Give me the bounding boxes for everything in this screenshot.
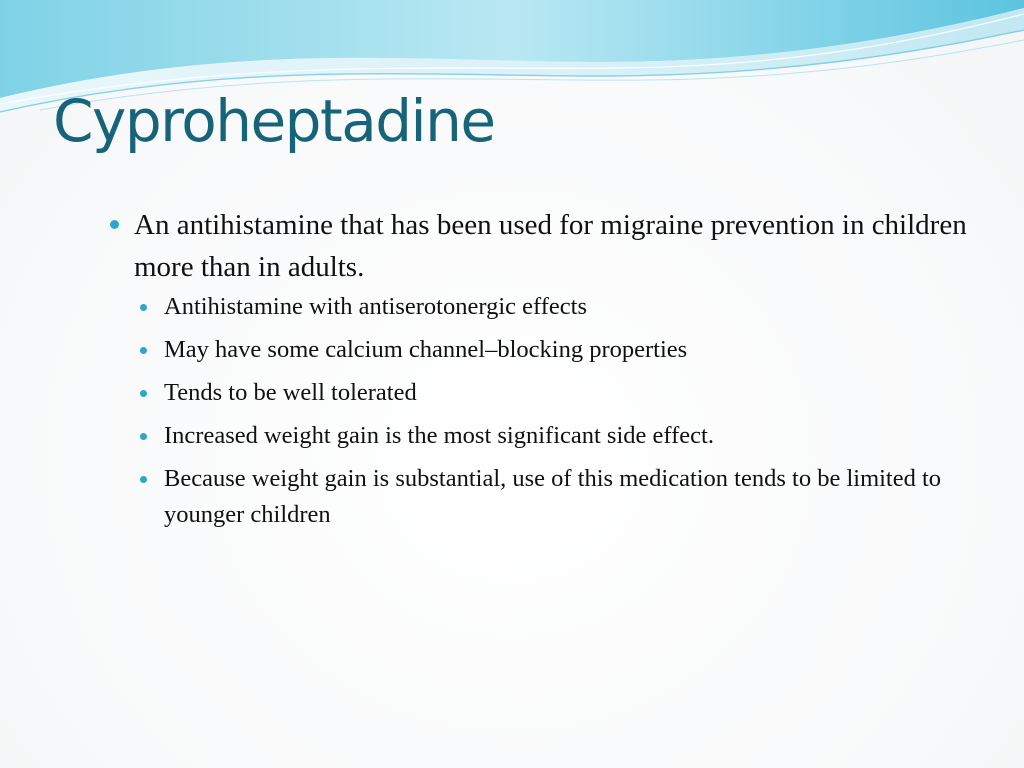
sub-bullet-list xyxy=(106,289,986,533)
sub-bullet-item xyxy=(106,418,986,454)
sub-bullet-item xyxy=(106,461,986,533)
bullet-text: An antihistamine that has been used for migraine prevention in children more than in adults. xyxy=(134,209,967,283)
sub-bullet-text: Antihistamine with antiserotonergic effects xyxy=(164,293,587,320)
sub-bullet-item xyxy=(106,375,986,411)
bullet-dot-icon xyxy=(110,220,119,229)
sub-bullet-text: Tends to be well tolerated xyxy=(164,379,417,406)
sub-bullet-dot-icon xyxy=(140,390,147,397)
slide-body xyxy=(106,204,986,540)
sub-bullet-dot-icon xyxy=(140,476,147,483)
sub-bullet-item xyxy=(106,332,986,368)
sub-bullet-dot-icon xyxy=(140,433,147,440)
sub-bullet-text: Increased weight gain is the most significant side effect. xyxy=(164,422,714,449)
sub-bullet-text: May have some calcium channel–blocking properties xyxy=(164,336,688,363)
bullet-item xyxy=(106,204,986,288)
sub-bullet-text: Because weight gain is substantial, use of this medication tends to be limited to younger children xyxy=(164,465,942,528)
sub-bullet-dot-icon xyxy=(140,347,147,354)
sub-bullet-dot-icon xyxy=(140,304,147,311)
sub-bullet-item xyxy=(106,289,986,325)
slide-title: Cyproheptadine xyxy=(53,87,495,155)
